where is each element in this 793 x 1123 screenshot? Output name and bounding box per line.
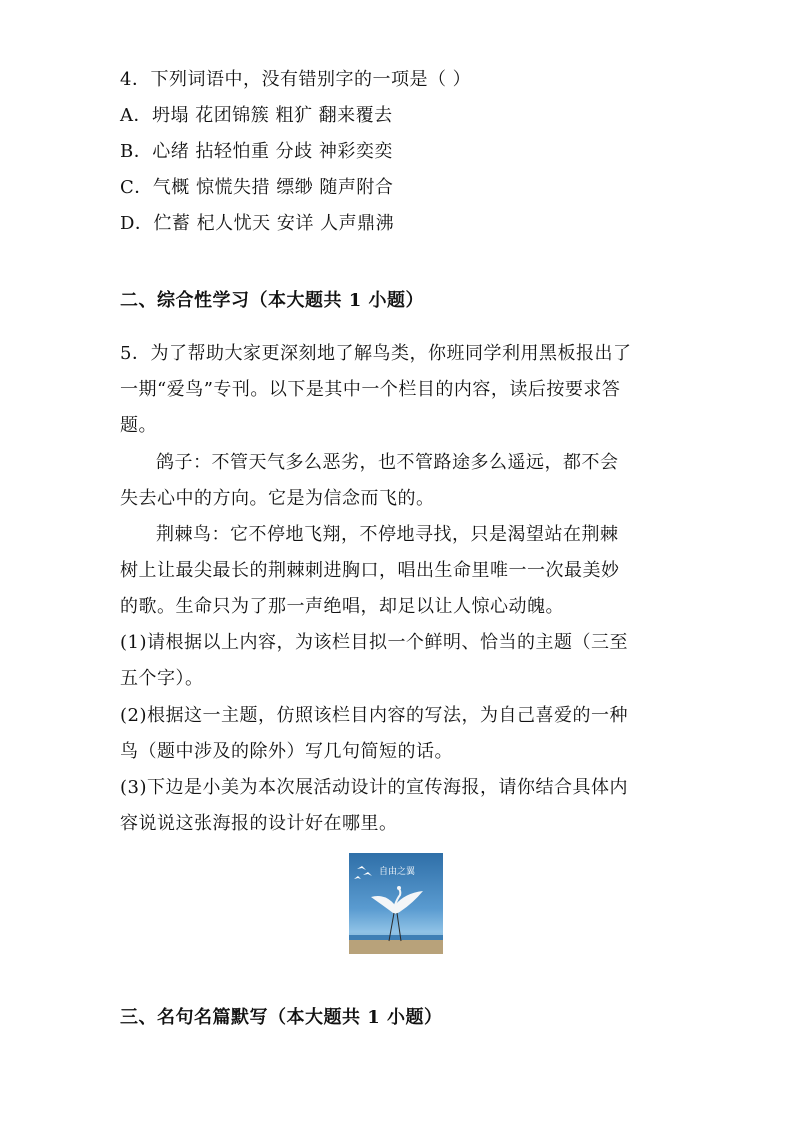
passage-line: 鸽子：不管天气多么恶劣，也不管路途多么遥远，都不会 (156, 452, 619, 473)
section-2-heading: 二、综合性学习（本大题共 1 小题） (120, 290, 425, 311)
sub-question-2: (2)根据这一主题，仿照该栏目内容的写法，为自己喜爱的一种 (120, 705, 628, 726)
question-5-line: 题。 (120, 415, 157, 436)
option-b: B．心绪 拈轻怕重 分歧 神彩奕奕 (120, 141, 393, 162)
question-5-line: 一期“爱鸟”专刊。以下是其中一个栏目的内容，读后按要求答 (120, 379, 621, 400)
passage-line: 荆棘鸟：它不停地飞翔，不停地寻找，只是渴望站在荆棘 (156, 524, 619, 545)
sub-question-2-cont: 鸟（题中涉及的除外）写几句简短的话。 (120, 741, 453, 762)
sub-question-1-cont: 五个字）。 (120, 668, 204, 689)
option-c: C．气概 惊慌失措 缥缈 随声附合 (120, 177, 394, 198)
poster-title: 自由之翼 (379, 867, 416, 877)
passage-line: 的歌。生命只为了那一声绝唱，却足以让人惊心动魄。 (120, 596, 564, 617)
question-5-line: 5．为了帮助大家更深刻地了解鸟类，你班同学利用黑板报出了 (120, 343, 632, 364)
poster-image (349, 853, 443, 954)
sub-question-3-cont: 容说说这张海报的设计好在哪里。 (120, 813, 398, 834)
option-a: A．坍塌 花团锦簇 粗犷 翻来覆去 (120, 105, 393, 126)
section-3-heading: 三、名句名篇默写（本大题共 1 小题） (120, 1007, 443, 1028)
sub-question-1: (1)请根据以上内容，为该栏目拟一个鲜明、恰当的主题（三至 (120, 632, 628, 653)
passage-line: 失去心中的方向。它是为信念而飞的。 (120, 488, 435, 509)
question-4-stem: 4．下列词语中，没有错别字的一项是（ ） (120, 69, 472, 90)
option-d: D．伫蓄 杞人忧天 安详 人声鼎沸 (120, 213, 395, 234)
sub-question-3: (3)下边是小美为本次展活动设计的宣传海报，请你结合具体内 (120, 777, 628, 798)
passage-line: 树上让最尖最长的荆棘刺进胸口，唱出生命里唯一一次最美妙 (120, 560, 620, 581)
